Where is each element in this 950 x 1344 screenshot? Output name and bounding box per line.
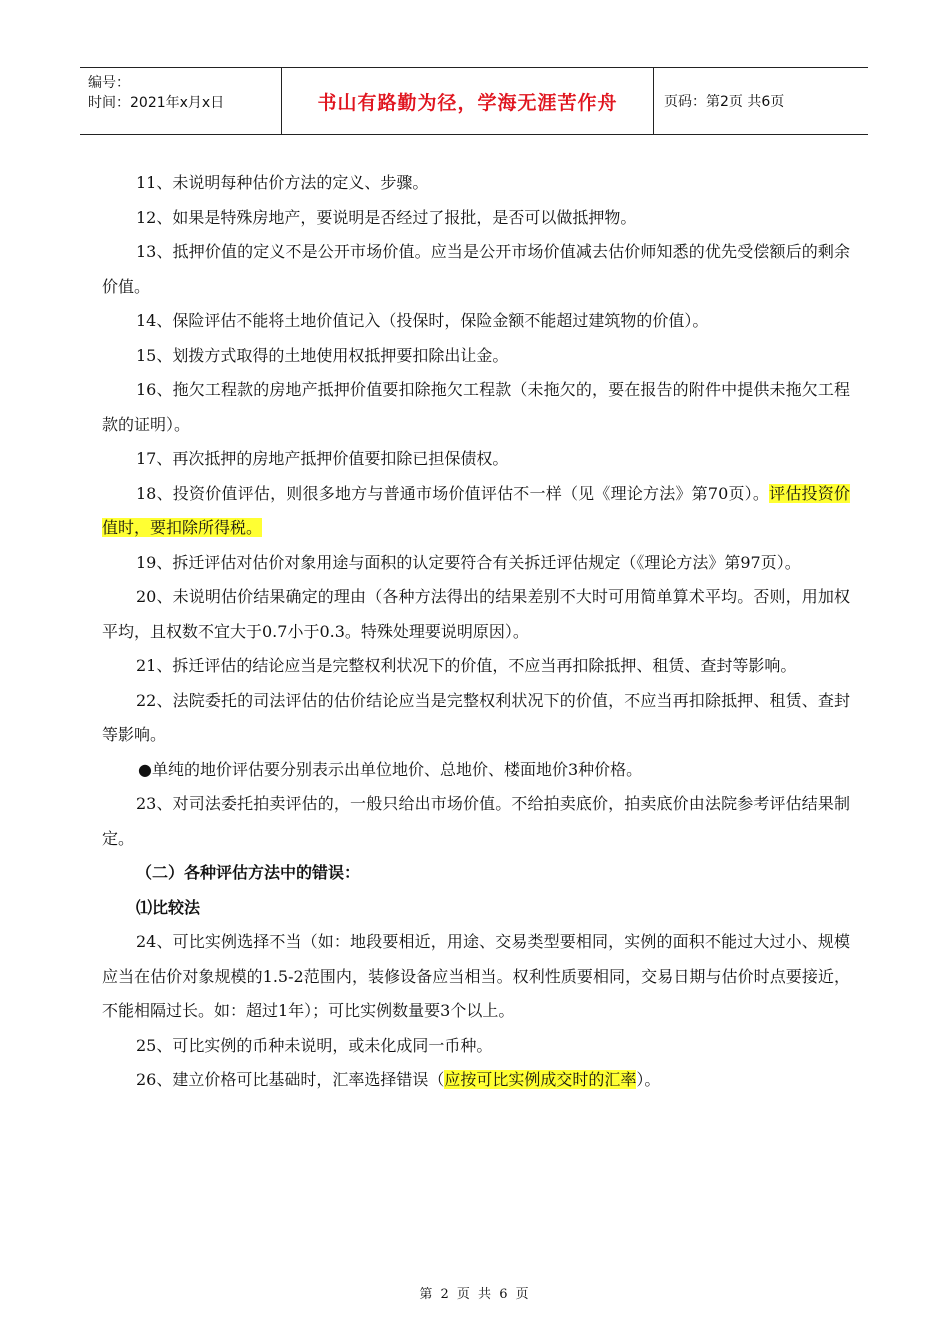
list-item: 18、投资价值评估，则很多地方与普通市场价值评估不一样（见《理论方法》第70页）。评估投资价值时，要扣除所得税。 [102,483,850,537]
highlighted-text: 应按可比实例成交时的汇率 [444,1070,637,1089]
list-item: 15、划拨方式取得的土地使用权抵押要扣除出让金。 [136,345,509,365]
list-item: 12、如果是特殊房地产，要说明是否经过了报批，是否可以做抵押物。 [136,207,637,227]
list-item: 16、拖欠工程款的房地产抵押价值要扣除拖欠工程款（未拖欠的，要在报告的附件中提供未拖欠工程款的证明）。 [102,380,850,434]
list-item: 17、再次抵押的房地产抵押价值要扣除已担保债权。 [136,449,509,468]
document-body [102,166,850,1098]
header-left-cell [80,68,282,134]
page-number-label: 页码：第2页 共6页 [664,94,785,110]
highlighted-text: 评估投资价值时，要扣除所得税。 [102,483,850,537]
list-item: 20、未说明估价结果确定的理由（各种方法得出的结果差别不大时可用简单算术平均。否则，用加权平均，且权数不宜大于0.7小于0.3。特殊处理要说明原因）。 [102,587,850,641]
list-item: 23、对司法委托拍卖评估的，一般只给出市场价值。不给拍卖底价，拍卖底价由法院参考评估结果制定。 [102,794,850,848]
list-item: 21、拆迁评估的结论应当是完整权利状况下的价值，不应当再扣除抵押、租赁、查封等影响。 [136,656,797,675]
list-item: 19、拆迁评估对估价对象用途与面积的认定要符合有关拆迁评估规定（《理论方法》第97页）。 [136,552,801,572]
list-item: 11、未说明每种估价方法的定义、步骤。 [136,173,429,192]
list-item: 22、法院委托的司法评估的估价结论应当是完整权利状况下的价值，不应当再扣除抵押、租赁、查封等影响。 [102,690,850,744]
motto: 书山有路勤为径，学海无涯苦作舟 [282,68,654,134]
list-item: 26、建立价格可比基础时，汇率选择错误（应按可比实例成交时的汇率）。 [136,1070,661,1089]
list-item: 24、可比实例选择不当（如：地段要相近，用途、交易类型要相同，实例的面积不能过大过小、规模应当在估价对象规模的1.5-2范围内，装修设备应当相当。权利性质要相同，交易日期与估价时点要接近，不能相隔过长。如：超过1年）；可比实例数量要3个以上。 [102,932,850,1020]
time-label: 时间：2021年x月x日 [88,95,225,111]
list-item: 14、保险评估不能将土地价值记入（投保时，保险金额不能超过建筑物的价值）。 [136,311,709,330]
page-header [80,67,868,135]
list-item: 13、抵押价值的定义不是公开市场价值。应当是公开市场价值减去估价师知悉的优先受偿额后的剩余价值。 [102,242,850,296]
sub-heading: ⑴比较法 [136,897,201,917]
number-label: 编号： [88,75,130,91]
page-footer: 第 2 页 共 6 页 [419,1287,531,1302]
section-heading: （二）各种评估方法中的错误： [136,863,361,882]
list-item: 25、可比实例的币种未说明，或未化成同一币种。 [136,1035,493,1055]
bullet-item: ●单纯的地价评估要分别表示出单位地价、总地价、楼面地价3种价格。 [138,759,643,779]
